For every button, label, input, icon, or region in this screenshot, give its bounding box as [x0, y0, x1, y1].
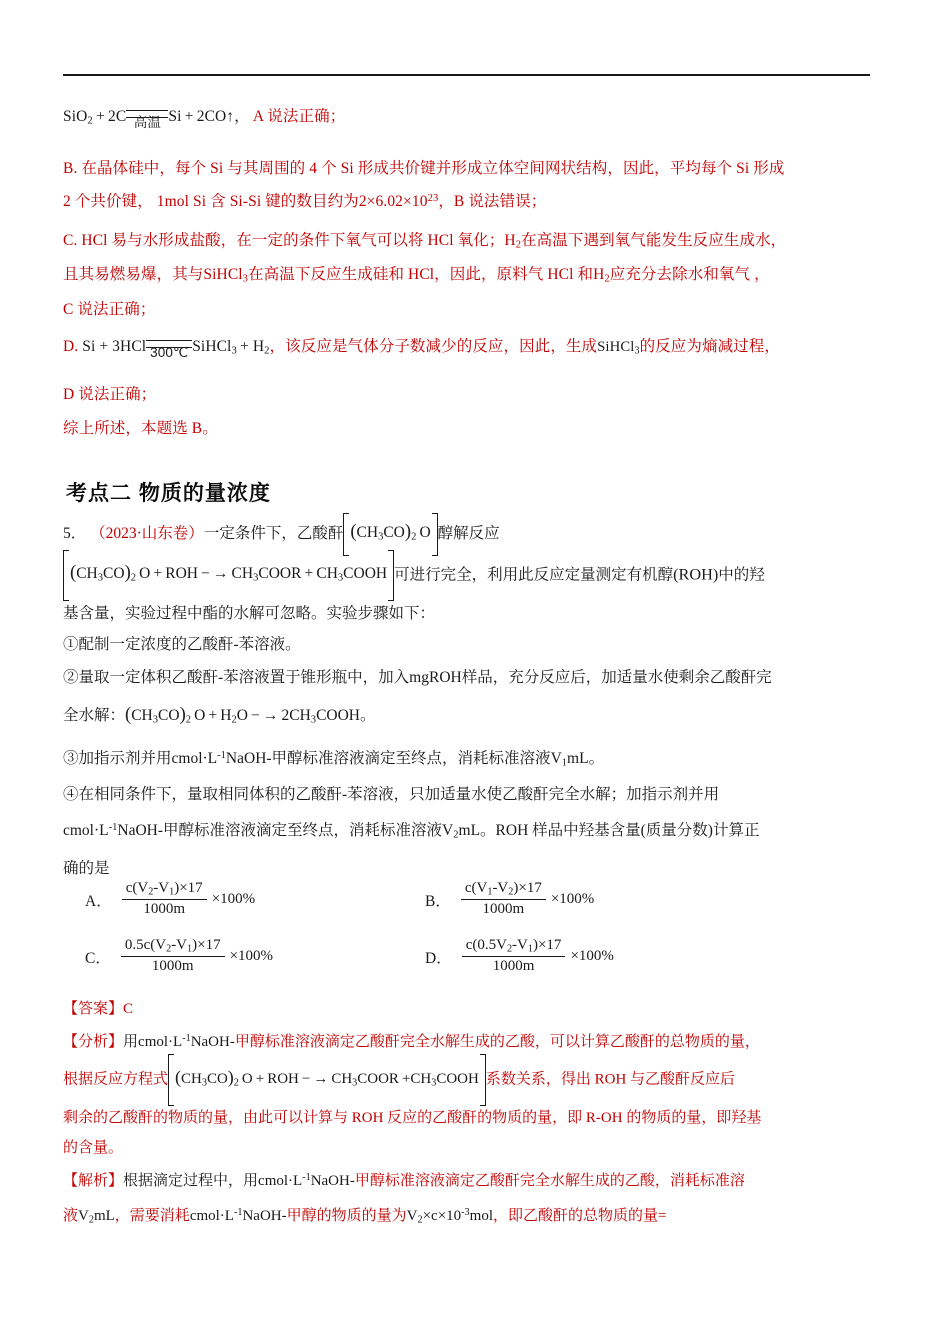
option-d-suffix: ×100%: [570, 947, 614, 964]
step4-conc: cmol·L: [63, 821, 109, 839]
option-c-l2-mid: 在高温下反应生成硅和 HCl，因此，原料气 HCl 和: [248, 266, 594, 284]
mgroh-label: mgROH: [409, 669, 462, 687]
header-rule: [63, 74, 870, 76]
question-stem-2a: 可进行完全，利用此反应定量测定有机醇: [394, 566, 674, 583]
option-d-right-1-sub: 3: [231, 345, 237, 357]
solution-naoh-conc-1: [258, 1173, 355, 1189]
step2-c: 全水解：: [63, 707, 126, 725]
option-d-tail: 的反应为熵减过程，: [639, 337, 780, 355]
solution-label: 【解析】: [63, 1173, 124, 1190]
solution-volume-v2: [78, 1208, 115, 1224]
option-b-label: B．: [425, 893, 451, 911]
solution-conc-1: cmol·L: [258, 1173, 303, 1190]
step3-conc-exp: -1: [217, 749, 226, 761]
analysis-conc: cmol·L: [138, 1033, 183, 1050]
option-c-line-1: [63, 226, 875, 261]
option-c-h2-1: [504, 232, 521, 249]
analysis-line-4: 的含量。: [63, 1140, 124, 1157]
answer-analysis-block: [63, 994, 875, 1238]
question-step-2-line-1: [63, 660, 875, 696]
alcoholysis-equation: $(CH_3CO)_2$ O + ROH − → $CH_3COOR$ + $CH_3COOH$: [63, 553, 394, 599]
option-c-l2-post: 应充分去除水和氧气 ，: [609, 266, 770, 284]
option-d-right-1: SiHCl: [192, 337, 232, 355]
option-c-l2-pre: 且其易燃易爆，其与: [63, 266, 204, 284]
analysis-label: 【分析】: [63, 1033, 124, 1050]
question-stem-2b: 中的羟: [718, 566, 765, 583]
equation-a-verdict: A 说法正确；: [252, 108, 346, 125]
solution-v-sub: 2: [88, 1214, 94, 1226]
option-d-fraction: [462, 937, 566, 976]
reaction-arrow-300c: [146, 325, 192, 369]
option-a-fraction: [122, 880, 207, 919]
option-d-right-2-sub: 2: [264, 345, 270, 357]
step4-c: 。ROH 样品中羟基含量(质量分数)计算正: [480, 821, 760, 839]
solution-expression: [407, 1208, 493, 1224]
solution-v-sym: V: [78, 1208, 89, 1225]
equation-a-comma: ，: [234, 108, 250, 125]
anhydride-formula-1: $(CH_3CO)_2$ O: [343, 516, 437, 553]
hydrolysis-equation: $(CH_3CO)_2$ $O + H_2O$ − → $2CH_3COOH$: [125, 704, 360, 726]
option-d-formula: [82, 337, 270, 361]
question-block: [63, 516, 875, 884]
option-b-line-2: [63, 184, 875, 217]
step2-b: 样品，充分反应后，加适量水使剩余乙酸酐完: [461, 669, 772, 687]
option-b-denominator: 1000m: [482, 901, 525, 918]
options-list: [85, 880, 875, 994]
option-d-label: D．: [425, 950, 452, 968]
explanation-block: [63, 96, 875, 444]
step4-v-sub: 2: [453, 829, 459, 841]
question-number: 5．: [63, 524, 87, 542]
option-c-label: C．: [85, 950, 111, 968]
solution-conc-2-exp: -1: [233, 1207, 243, 1219]
naoh-conc-4: [63, 822, 163, 839]
option-b-line-1: B. 在晶体硅中，每个 Si 与其周围的 4 个 Si 形成共价键并形成立体空间网状结构，因此，平均每个 Si 形成: [63, 159, 785, 177]
option-c[interactable]: [85, 937, 425, 976]
analysis-naoh: NaOH-: [190, 1033, 235, 1050]
question-line-1: [63, 516, 875, 553]
question-line-2: [63, 553, 875, 599]
option-a[interactable]: [85, 880, 425, 919]
section-heading: 考点二 物质的量浓度: [66, 482, 271, 505]
analysis-line-1: [63, 1024, 875, 1057]
option-c-l1-pre: C. HCl 易与水形成盐酸，在一定的条件下氧气可以将 HCl 氧化；: [63, 231, 505, 249]
step3-v-sub: 1: [561, 757, 568, 769]
option-b-suffix: ×100%: [550, 890, 595, 907]
step3-b: 甲醇标准溶液滴定至终点，消耗标准溶液: [271, 749, 551, 767]
analysis-line-3: 剩余的乙酸酐的物质的量，由此可以计算与 ROH 反应的乙酸酐的物质的量，即 R-OH 的物质的量，即羟基: [63, 1110, 762, 1127]
option-b-l2-post: ，B 说法错误；: [438, 192, 547, 210]
option-d-sihcl3-sub: 3: [634, 345, 640, 357]
option-a-label: A．: [85, 893, 112, 911]
option-d-sihcl3-sym: SiHCl: [597, 338, 635, 355]
question-line-3: 基含量，实验过程中酯的水解可忽略。实验步骤如下：: [63, 605, 436, 623]
solution-l1-b: 甲醇标准溶液滴定乙酸酐完全水解生成的乙酸，消耗标准溶: [354, 1173, 745, 1190]
solution-l2-d: 甲醇的物质的量为: [286, 1208, 407, 1225]
naoh-conc-3: [172, 750, 272, 767]
solution-line-1: [63, 1163, 875, 1196]
step3-conc: cmol·L: [171, 749, 218, 767]
option-b-l2-pre: 2 个共价键， 1mol Si 含 Si-Si 键的数目约为: [63, 192, 359, 210]
option-c-denominator: 1000m: [151, 958, 194, 975]
question-step-4-line-3: 确的是: [63, 860, 110, 878]
answer-line: [63, 994, 875, 1024]
option-c-h2-1-sym: H: [504, 231, 516, 249]
option-d-right-2: + H: [240, 337, 265, 355]
step4-b: 甲醇标准溶液滴定至终点，消耗标准溶液: [163, 821, 443, 839]
reaction-condition-300c: 300℃: [150, 345, 189, 361]
option-d-denominator: 1000m: [492, 958, 535, 975]
option-c-sihcl3: [203, 266, 248, 283]
step4-naoh: NaOH-: [117, 821, 164, 839]
equation-a-line: [63, 96, 875, 143]
step3-end: 。: [588, 749, 605, 767]
solution-expr-body: ×c×10: [422, 1208, 462, 1225]
option-a-denominator: 1000m: [143, 901, 186, 918]
solution-l2-e: ，即乙酸酐的总物质的量=: [493, 1208, 667, 1225]
explanation-conclusion: 综上所述，本题选 B。: [63, 419, 218, 437]
option-b-numerator: $c(V_1-V_2)\times 17$: [461, 880, 546, 900]
solution-ml: mL: [93, 1208, 115, 1225]
step3-v-sym: V: [550, 749, 562, 767]
analysis-l1-b: 甲醇标准溶液滴定乙酸酐完全水解生成的乙酸，可以计算乙酸酐的总物质的量，: [234, 1033, 760, 1050]
option-b-number-value: 2×6.02×10: [358, 192, 428, 210]
option-c-fraction: [121, 937, 225, 976]
equation-a-formula: SiO$_2$ + 2C 高温 Si + 2CO↑: [63, 108, 234, 125]
option-c-numerator: $0.5c(V_2-V_1)\times 17$: [121, 937, 225, 957]
solution-conc-1-exp: -1: [302, 1172, 311, 1184]
step3-ml: mL: [567, 749, 589, 767]
option-d-line-2: D 说法正确；: [63, 385, 157, 403]
reaction-arrow-high-temp: [126, 96, 168, 138]
solution-naoh-1: NaOH-: [310, 1173, 355, 1190]
analysis-l1-a: 用: [123, 1033, 139, 1050]
question-step-2-line-2: [63, 696, 875, 740]
step4-v-sym: V: [442, 821, 454, 839]
analysis-naoh-conc: [138, 1034, 235, 1050]
roh-label: (ROH): [673, 565, 719, 583]
step3-a: ③加指示剂并用: [63, 749, 172, 767]
question-step-3: [63, 740, 875, 779]
analysis-equation: $(CH_3CO)_2$ O + ROH − → $CH_3COOR$ $+CH_3COOH$: [168, 1057, 486, 1104]
option-d-sihcl3: [597, 339, 639, 355]
analysis-line-2: [63, 1057, 875, 1104]
option-d-line-1: [63, 325, 875, 374]
analysis-l2-a: 根据反应方程式: [63, 1071, 169, 1088]
step4-ml: mL: [458, 821, 481, 839]
option-c-l1-post: 在高温下遇到氧气能发生反应生成水，: [521, 231, 787, 249]
volume-v1: [551, 750, 589, 767]
solution-line-2: [63, 1196, 875, 1237]
option-a-numerator: $c(V_2-V_1)\times 17$: [122, 880, 207, 900]
option-c-sihcl3-sym: SiHCl: [203, 266, 243, 284]
option-d-mid: ，该反应是气体分子数减少的反应，因此，生成: [269, 337, 598, 355]
solution-expr-mol: mol: [469, 1208, 493, 1225]
option-c-h2-2: [593, 266, 610, 283]
option-b-fraction: [461, 880, 546, 919]
option-b-number: [359, 193, 439, 210]
answer-label: 【答案】: [63, 1001, 124, 1017]
option-d-left: Si + 3HCl: [82, 337, 147, 355]
solution-naoh-2: NaOH-: [242, 1208, 287, 1225]
volume-v2: [442, 822, 480, 839]
option-b[interactable]: [425, 880, 765, 919]
question-step-1: ①配制一定浓度的乙酸酐-苯溶液。: [63, 636, 301, 654]
solution-expr-exp: -3: [461, 1207, 470, 1219]
analysis-l2-b: 系数关系，得出 ROH 与乙酸酐反应后: [485, 1071, 736, 1088]
option-c-line-2: [63, 260, 875, 295]
option-c-h2-2-sub: 2: [604, 273, 610, 285]
option-b-number-exp: 23: [427, 192, 439, 204]
question-stem-1a: 一定条件下，乙酸酐: [203, 524, 344, 542]
question-stem-1b: 醇解反应: [437, 524, 500, 542]
question-step-4-line-1: ④在相同条件下，量取相同体积的乙酸酐-苯溶液，只加适量水使乙酸酐完全水解；加指示剂并用: [63, 785, 720, 803]
options-row-1: [85, 880, 875, 937]
step2-d: 。: [359, 707, 376, 725]
option-d-label: D.: [63, 337, 79, 355]
solution-expr-v: V: [406, 1208, 418, 1225]
answer-value: C: [123, 1001, 134, 1017]
option-c-h2-2-sym: H: [593, 266, 605, 284]
option-d[interactable]: [425, 937, 765, 976]
solution-l2-a: 液: [63, 1208, 79, 1225]
reaction-condition-label: 高温: [133, 114, 161, 130]
solution-naoh-conc-2: [190, 1208, 287, 1224]
question-source: （2023·山东卷）: [90, 524, 204, 542]
step2-a: ②量取一定体积乙酸酐-苯溶液置于锥形瓶中，加入: [63, 669, 410, 687]
option-c-suffix: ×100%: [229, 947, 274, 964]
option-c-line-3: C 说法正确；: [63, 300, 156, 318]
options-row-2: [85, 937, 875, 994]
question-step-4-line-2: [63, 810, 875, 854]
option-c-h2-1-sub: 2: [515, 239, 522, 251]
option-d-numerator: $c(0.5V_2-V_1)\times 17$: [462, 937, 566, 957]
option-a-suffix: ×100%: [211, 890, 256, 907]
step4-conc-exp: -1: [108, 821, 118, 833]
solution-l2-b: ，需要消耗: [114, 1208, 190, 1225]
solution-conc-2: cmol·L: [189, 1208, 234, 1225]
step3-naoh: NaOH-: [225, 749, 272, 767]
solution-l1-a: 根据滴定过程中，用: [123, 1173, 259, 1190]
solution-expr-v-sub: 2: [417, 1214, 423, 1226]
option-c-sihcl3-sub: 3: [242, 273, 249, 285]
analysis-conc-exp: -1: [182, 1033, 191, 1044]
